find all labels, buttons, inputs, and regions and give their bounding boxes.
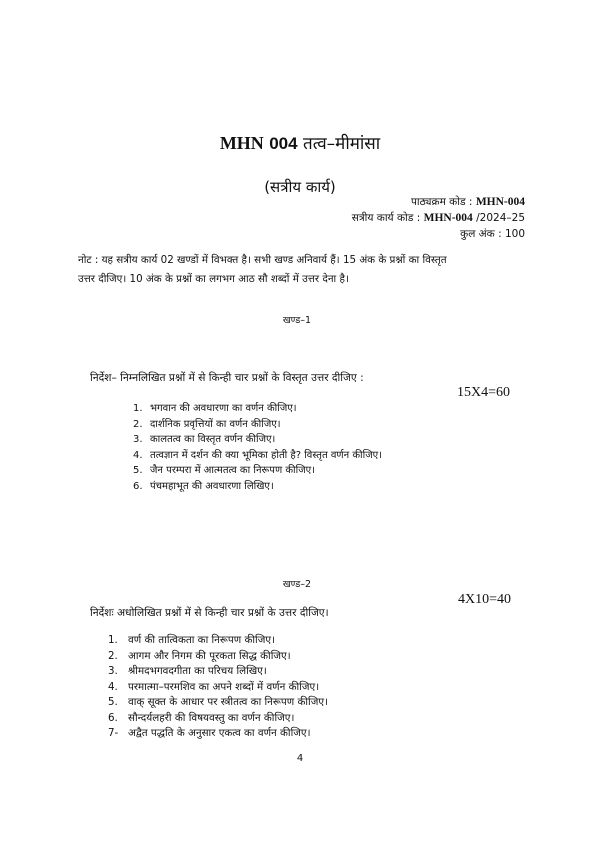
list-item: 7- अद्वैत पद्धति के अनुसार एकत्व का वर्णन कीजिए। — [108, 727, 311, 739]
note-line-2: उत्तर दीजिए। 10 अंक के प्रश्नों का लगभग आठ सौ शब्दों में उत्तर देना है। — [78, 273, 349, 285]
list-item: 1. भगवान की अवधारणा का वर्णन कीजिए। — [133, 403, 297, 414]
course-code-line — [411, 194, 525, 210]
section-2-heading: खण्ड–2 — [282, 579, 312, 590]
note-line-1: नोट : यह सत्रीय कार्य 02 खण्डों में विभक्त है। सभी खण्ड अनिवार्य हैं। 15 अंक के प्रश्नों का विस्तृत — [78, 254, 447, 266]
assignment-code-value: MHN-004 — [423, 212, 473, 224]
list-item: 5. जैन परम्परा में आत्मतत्व का निरूपण कीजिए। — [133, 465, 315, 476]
subtitle: (सत्रीय कार्य) — [264, 178, 336, 196]
list-item: 4. तत्वज्ञान में दर्शन की क्या भूमिका होती है? विस्तृत वर्णन कीजिए। — [133, 449, 382, 461]
list-item: 6. पंचमहाभूत की अवधारणा लिखिए। — [133, 480, 274, 492]
list-item: 5. वाक् सूक्त के आधार पर स्त्रीतत्व का निरूपण कीजिए। — [108, 696, 328, 708]
section-2-marks: 4X10=40 — [458, 592, 512, 607]
section-2-question-list — [108, 633, 328, 742]
list-item: 3. श्रीमदभगवदगीता का परिचय लिखिए। — [108, 665, 267, 677]
assignment-code-line — [352, 210, 525, 226]
list-item: 1. वर्ण की तात्विकता का निरूपण कीजिए। — [108, 634, 275, 646]
list-item: 4. परमात्मा–परमशिव का अपने शब्दों में वर्णन कीजिए। — [108, 680, 320, 693]
course-code-value: MHN-004 — [475, 196, 525, 208]
list-item: 2. आगम और निगम की पूरकता सिद्ध कीजिए। — [108, 649, 291, 662]
course-title: तत्व–मीमांसा — [303, 134, 381, 154]
assignment-code-label: सत्रीय कार्य कोड : — [351, 212, 421, 224]
course-code-label: पाठ्यक्रम कोड : — [410, 196, 473, 208]
total-marks-label: कुल अंक : — [460, 228, 502, 240]
total-marks-value: 100 — [504, 228, 525, 240]
page-number: 4 — [296, 753, 304, 764]
course-code-number: 004 — [269, 134, 298, 153]
list-item: 6. सौन्दर्यलहरी की विषयवस्तु का वर्णन कीजिए। — [108, 711, 295, 724]
total-marks-line — [460, 226, 525, 242]
page-title — [0, 131, 600, 154]
section-1-question-list — [133, 401, 382, 494]
course-code-bold: MHN — [219, 133, 264, 153]
list-item: 2. दार्शनिक प्रवृत्तियों का वर्णन कीजिए। — [133, 418, 281, 430]
section-2-instruction: निर्देशः अधोलिखित प्रश्नों में से किन्ही चार प्रश्नों के उत्तर दीजिए। — [90, 607, 329, 619]
section-1-instruction: निर्देश– निम्नलिखित प्रश्नों में से किन्ही चार प्रश्नों के विस्तृत उत्तर दीजिए : — [90, 372, 364, 384]
section-1-heading: खण्ड–1 — [282, 315, 312, 326]
section-1-marks: 15X4=60 — [457, 385, 511, 400]
assignment-year: /2024–25 — [476, 212, 525, 224]
note — [78, 251, 530, 289]
list-item: 3. कालतत्व का विस्तृत वर्णन कीजिए। — [133, 434, 276, 445]
